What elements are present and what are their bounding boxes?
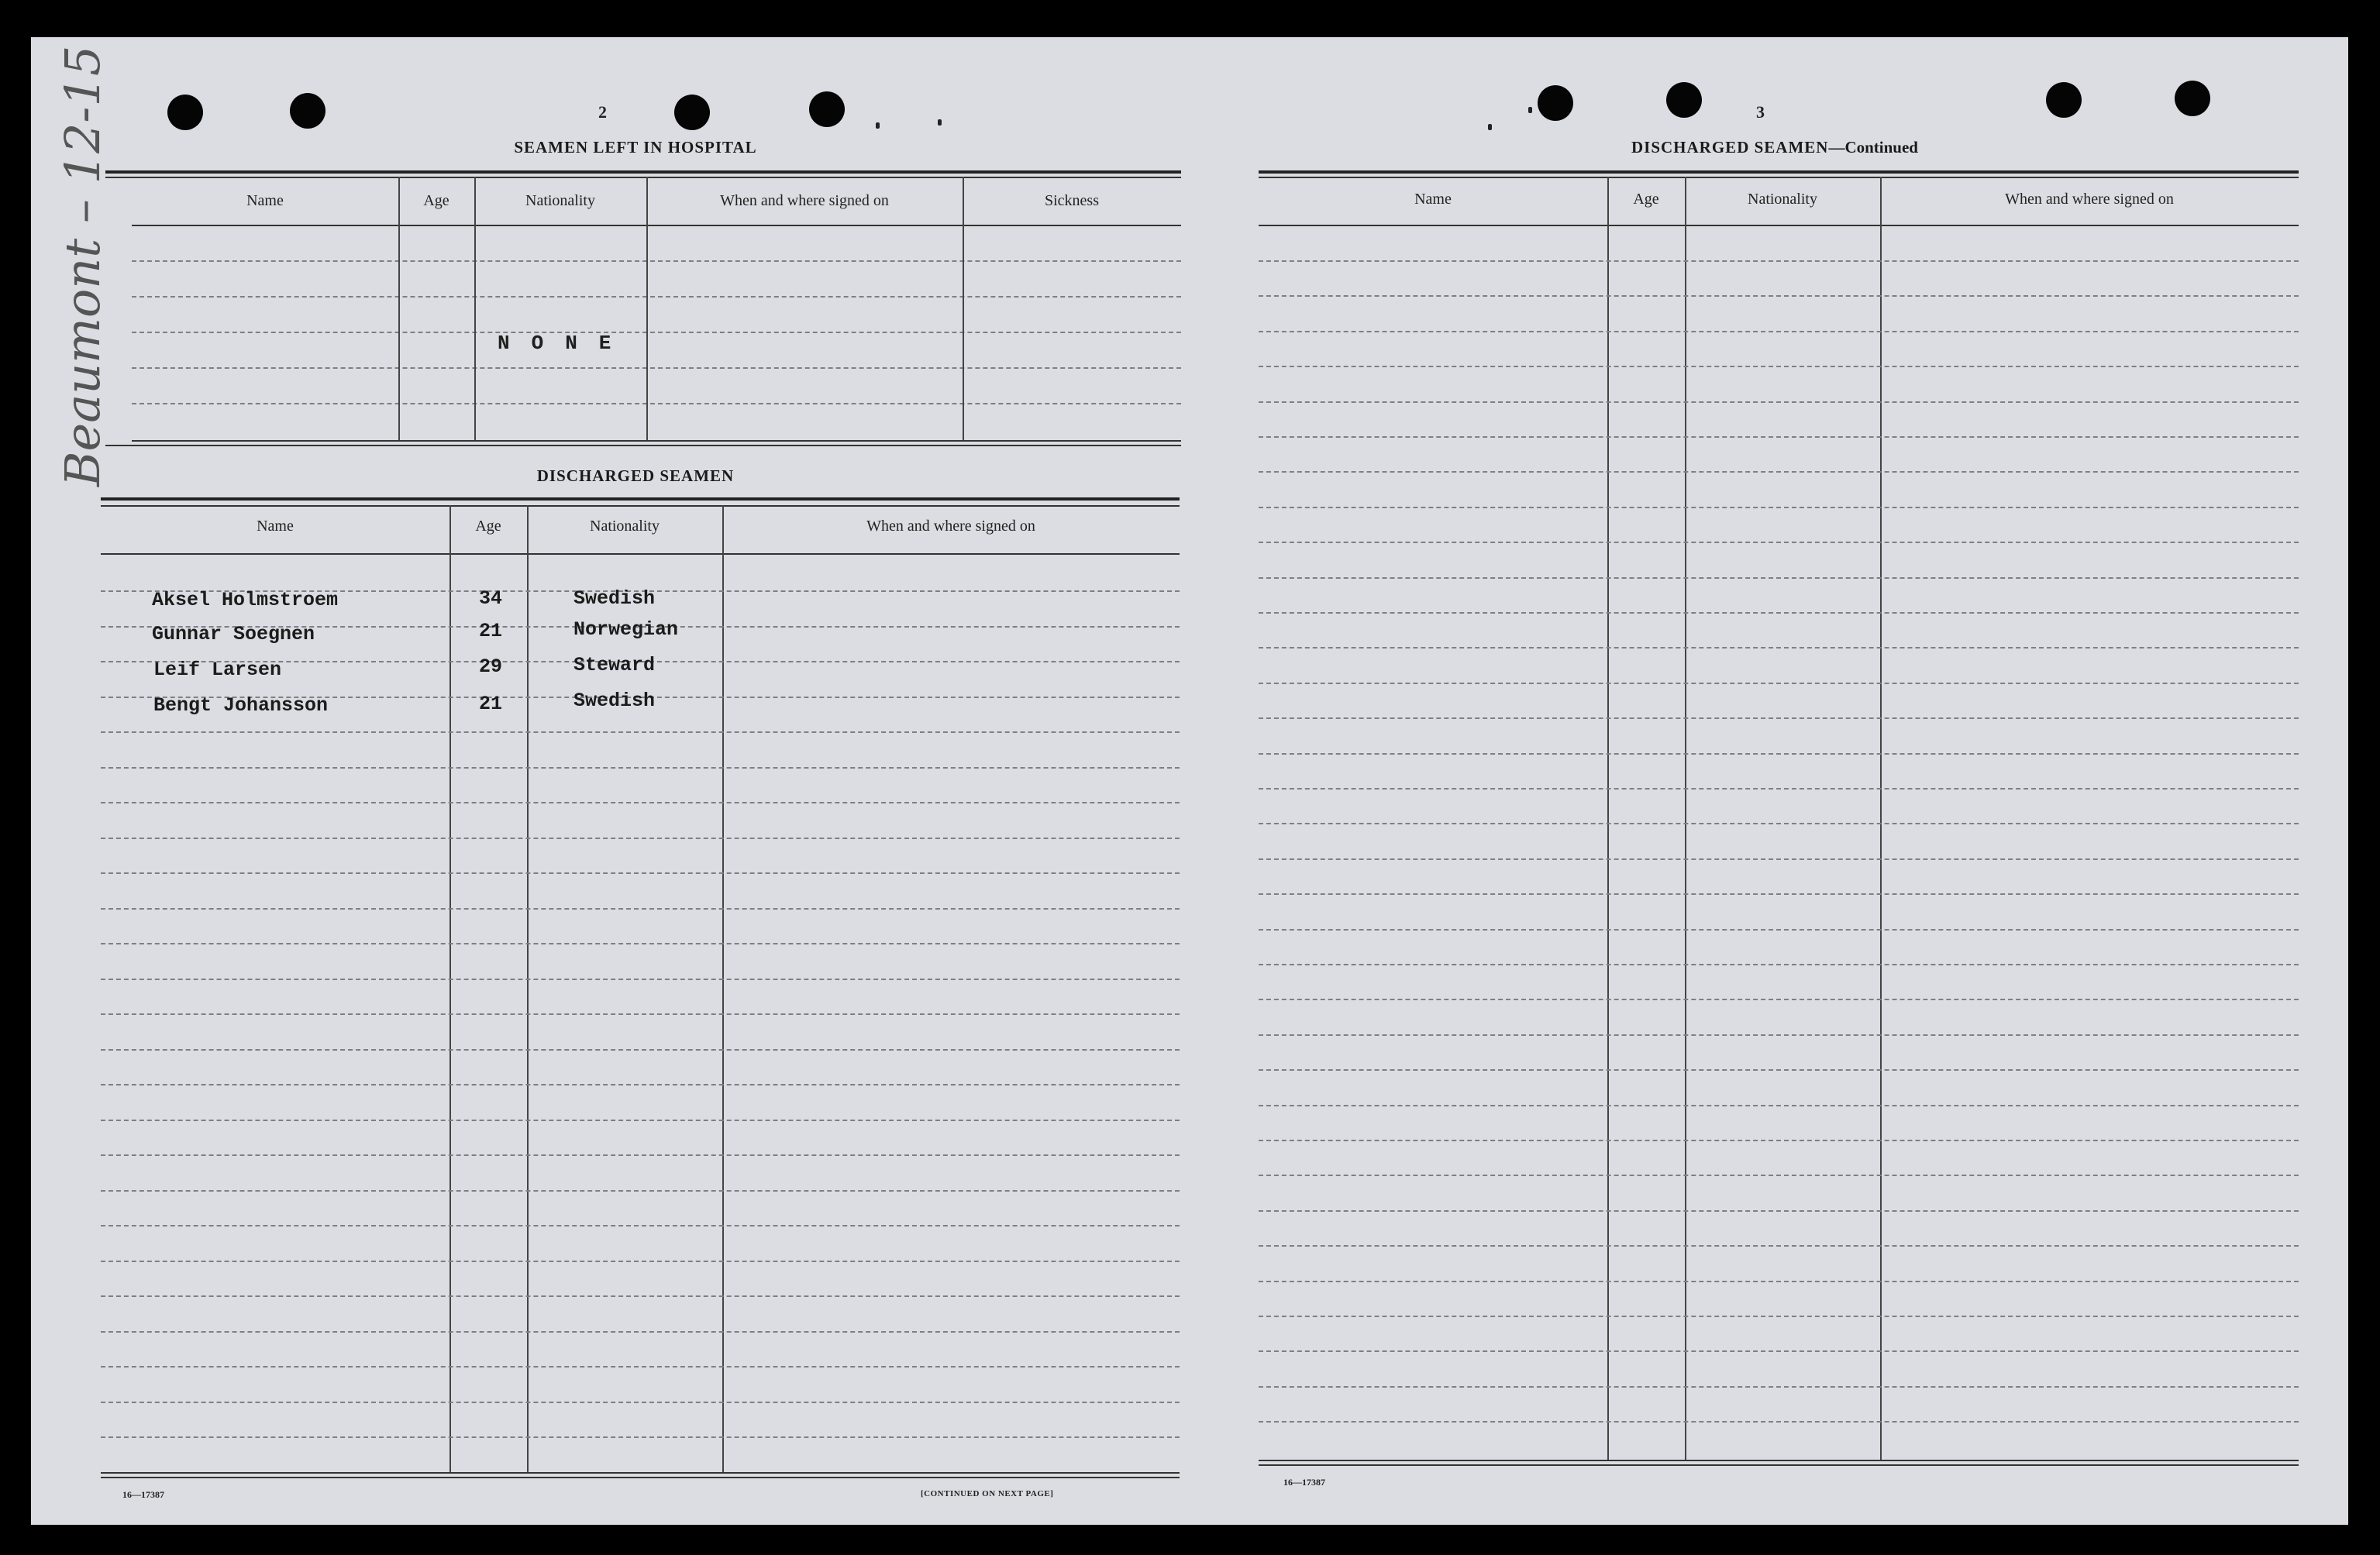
- ruled-row-line: [1259, 331, 2299, 332]
- discharged-name-3: Leif Larsen: [153, 659, 282, 681]
- discharged-name-2: Gunnar Soegnen: [152, 623, 315, 645]
- form-number-left: 16—17387: [122, 1489, 164, 1500]
- hospital-none-entry: NONE: [498, 332, 633, 355]
- discharged-age-1: 34: [479, 587, 503, 610]
- discharged-nationality-2: Norwegian: [573, 618, 679, 641]
- punch-hole-icon: [674, 95, 710, 130]
- discharged-name-1: Aksel Holmstroem: [152, 589, 339, 611]
- ruled-row-line: [1259, 401, 2299, 403]
- ruled-row-line: [1259, 1034, 2299, 1036]
- ruled-row-line: [1259, 577, 2299, 579]
- ruled-row-line: [1259, 788, 2299, 790]
- ruled-row-line: [1259, 542, 2299, 543]
- discharged-continued-title: [1550, 138, 1999, 157]
- ruled-row-line: [1259, 1421, 2299, 1423]
- hospital-col-name: Name: [246, 192, 284, 209]
- ruled-row-line: [1259, 1105, 2299, 1106]
- form-number-right: 16—17387: [1283, 1477, 1325, 1488]
- ruled-row-line: [101, 1436, 1180, 1438]
- discharged-continued-title-main: DISCHARGED SEAMEN: [1631, 138, 1829, 157]
- discharged-nationality-1: Swedish: [573, 587, 656, 610]
- discharged-age-3: 29: [479, 655, 503, 678]
- discharged-name-4: Bengt Johansson: [153, 694, 329, 717]
- discharged-section-title: DISCHARGED SEAMEN: [536, 466, 735, 485]
- ruled-row-line: [101, 1225, 1180, 1226]
- ink-speck: [938, 119, 942, 126]
- ruled-row-line: [1259, 471, 2299, 473]
- ruled-row-line: [101, 1331, 1180, 1333]
- ruled-row-line: [1259, 1316, 2299, 1317]
- discharged-age-2: 21: [479, 620, 503, 642]
- punch-hole-icon: [809, 91, 845, 127]
- punch-hole-icon: [2175, 81, 2210, 116]
- ruled-row-line: [101, 1120, 1180, 1121]
- hospital-col-nationality: Nationality: [525, 192, 595, 209]
- ruled-row-line: [1259, 964, 2299, 965]
- punch-hole-icon: [290, 93, 325, 129]
- page-number-right: 3: [1756, 102, 1765, 122]
- ruled-row-line: [1259, 507, 2299, 508]
- ruled-row-line: [1259, 1140, 2299, 1141]
- punch-hole-icon: [167, 95, 203, 130]
- ruled-row-line: [101, 1154, 1180, 1156]
- ruled-row-line: [1259, 647, 2299, 648]
- ruled-row-line: [1259, 1069, 2299, 1071]
- ruled-row-line: [1259, 999, 2299, 1000]
- ruled-row-line: [101, 1084, 1180, 1085]
- ruled-row-line: [1259, 612, 2299, 614]
- ruled-row-line: [1259, 260, 2299, 262]
- ruled-row-line: [1259, 1281, 2299, 1282]
- ruled-row-line: [1259, 1175, 2299, 1176]
- hospital-col-age: Age: [423, 192, 449, 209]
- ruled-row-line: [101, 731, 1180, 733]
- ruled-row-line: [1259, 717, 2299, 719]
- ink-speck: [1528, 107, 1532, 113]
- form-sheet: [31, 37, 2348, 1525]
- ruled-row-line: [1259, 929, 2299, 931]
- ruled-row-line: [101, 1190, 1180, 1192]
- hospital-section-title: SEAMEN LEFT IN HOSPITAL: [514, 138, 757, 157]
- ruled-row-line: [101, 1402, 1180, 1403]
- ink-speck: [1488, 124, 1492, 130]
- discharged-col-age: Age: [475, 518, 501, 535]
- ruled-row-line: [101, 767, 1180, 769]
- ruled-row-line: [101, 802, 1180, 803]
- right-col-name: Name: [1414, 191, 1452, 208]
- ruled-row-line: [1259, 893, 2299, 895]
- ruled-row-line: [101, 943, 1180, 944]
- ruled-row-line: [1259, 753, 2299, 755]
- ruled-row-line: [101, 979, 1180, 980]
- ruled-row-line: [101, 838, 1180, 839]
- margin-note-handwritten: Beaumont – 12-15: [54, 45, 111, 487]
- continued-note: [CONTINUED ON NEXT PAGE]: [921, 1489, 1054, 1498]
- ruled-row-line: [1259, 1350, 2299, 1352]
- ruled-row-line: [101, 1295, 1180, 1297]
- ruled-row-line: [1259, 1210, 2299, 1212]
- ruled-row-line: [1259, 858, 2299, 860]
- discharged-age-4: 21: [479, 693, 503, 715]
- ruled-row-line: [1259, 1245, 2299, 1247]
- ruled-row-line: [1259, 436, 2299, 438]
- hospital-col-sickness: Sickness: [1045, 192, 1099, 209]
- right-col-signed-on: When and where signed on: [2005, 191, 2174, 208]
- ruled-row-line: [101, 1013, 1180, 1015]
- discharged-col-name: Name: [257, 518, 294, 535]
- right-col-age: Age: [1633, 191, 1659, 208]
- ruled-row-line: [101, 1366, 1180, 1368]
- hospital-col-signed-on: When and where signed on: [720, 192, 889, 209]
- ink-speck: [876, 122, 880, 129]
- ruled-row-line: [1259, 366, 2299, 367]
- ruled-row-line: [1259, 1386, 2299, 1388]
- ruled-row-line: [101, 872, 1180, 874]
- punch-hole-icon: [1538, 85, 1573, 121]
- ruled-row-line: [1259, 683, 2299, 684]
- ruled-row-line: [1259, 295, 2299, 297]
- ruled-row-line: [1259, 823, 2299, 824]
- ruled-row-line: [101, 908, 1180, 910]
- page-number-left: 2: [598, 102, 607, 122]
- discharged-nationality-4: Swedish: [573, 690, 656, 712]
- punch-hole-icon: [2046, 82, 2082, 118]
- discharged-col-nationality: Nationality: [590, 518, 660, 535]
- ruled-row-line: [101, 1049, 1180, 1051]
- discharged-col-signed-on: When and where signed on: [866, 518, 1035, 535]
- right-col-nationality: Nationality: [1748, 191, 1817, 208]
- discharged-nationality-3: Steward: [573, 654, 656, 676]
- ruled-row-line: [101, 1261, 1180, 1262]
- discharged-continued-title-suffix: —Continued: [1828, 138, 1918, 157]
- punch-hole-icon: [1666, 82, 1702, 118]
